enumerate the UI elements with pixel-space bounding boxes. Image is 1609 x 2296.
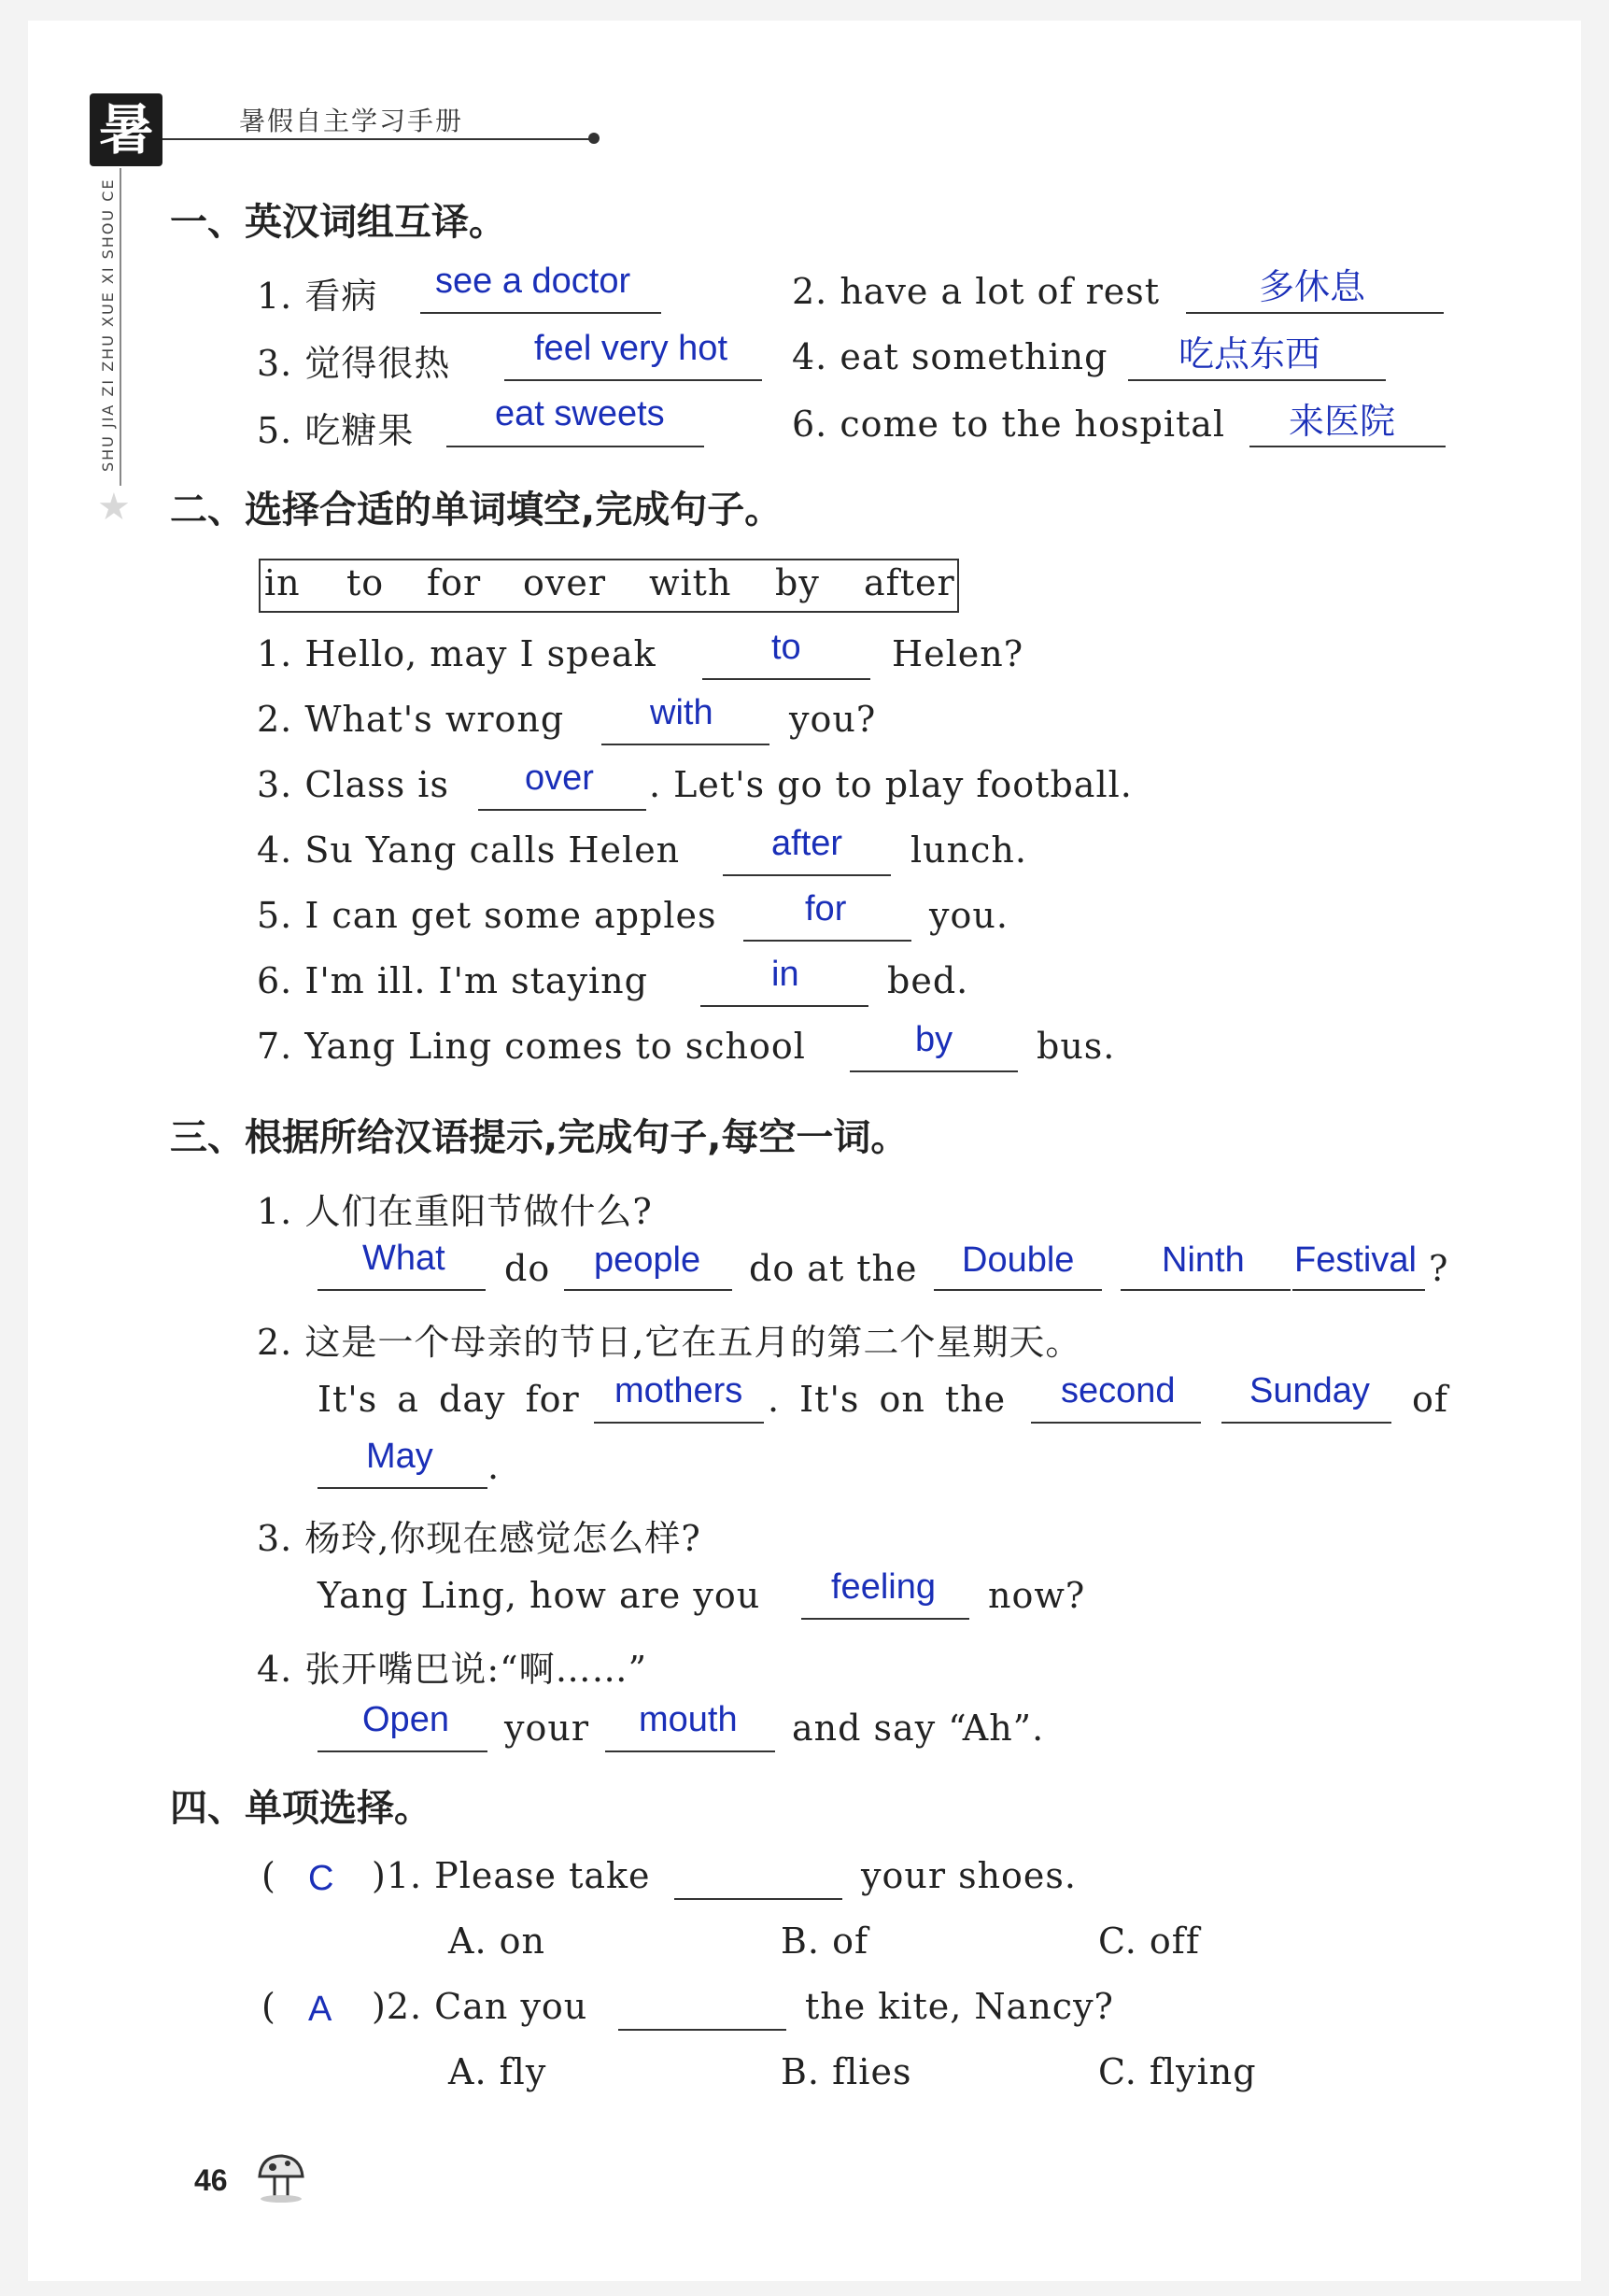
s3-q3-blank-1	[801, 1618, 969, 1620]
s1-answer-2: 多休息	[1259, 268, 1366, 307]
s1-q3: 3. 觉得很热	[257, 343, 451, 384]
s1-q6: 6. come to the hospital	[792, 404, 1226, 445]
s1-q4: 4. eat something	[792, 336, 1108, 377]
s2-blank-5	[743, 940, 911, 942]
s4-q1-option-c: C. off	[1098, 1920, 1200, 1962]
s2-answer-5: for	[805, 889, 847, 928]
s3-q1-blank-3	[934, 1289, 1102, 1291]
s2-q5-pre: 5. I can get some apples	[257, 895, 717, 936]
s2-q2-pre: 2. What's wrong	[257, 699, 565, 740]
s3-q3-answer-1: feeling	[831, 1567, 936, 1607]
s1-blank-6	[1249, 446, 1446, 447]
s2-blank-4	[723, 874, 891, 876]
header-title: 暑假自主学习手册	[239, 106, 464, 136]
s3-q1-text-2: do at the	[749, 1248, 918, 1289]
s4-q2-option-a: A. fly	[448, 2051, 547, 2092]
s3-q2-answer-4: May	[366, 1437, 433, 1476]
s4-q2-blank	[618, 2029, 786, 2031]
s2-q5-post: you.	[929, 895, 1009, 936]
s1-answer-5: eat sweets	[495, 394, 665, 433]
s2-answer-1: to	[771, 628, 801, 667]
s3-q2-answer-1: mothers	[614, 1371, 743, 1410]
s3-q2-text-3: of	[1412, 1379, 1448, 1420]
s1-answer-3: feel very hot	[534, 329, 727, 368]
s4-q2-question: )2. Can you	[372, 1986, 588, 2027]
word-bank-with: with	[649, 562, 732, 603]
mushroom-icon	[252, 2148, 308, 2204]
s1-blank-3	[504, 379, 762, 381]
s3-q1-answer-1: What	[362, 1239, 445, 1278]
s3-q3-text-1: Yang Ling, how are you	[318, 1575, 761, 1616]
s3-q2-blank-4	[318, 1487, 487, 1489]
s2-q3-pre: 3. Class is	[257, 764, 449, 805]
s2-q1-pre: 1. Hello, may I speak	[257, 633, 656, 674]
s1-q2: 2. have a lot of rest	[792, 271, 1161, 312]
s3-q2-answer-3: Sunday	[1249, 1371, 1370, 1410]
s3-q2-text-1: It's a day for	[318, 1379, 580, 1420]
s3-q4-answer-1: Open	[362, 1700, 449, 1739]
s3-q1-text-1: do	[504, 1248, 551, 1289]
s3-q2-answer-2: second	[1061, 1371, 1176, 1410]
s4-q2-lparen: (	[261, 1986, 276, 2027]
s4-q2-post: the kite, Nancy?	[805, 1986, 1114, 2027]
s2-answer-6: in	[771, 955, 799, 994]
header-badge: 暑	[90, 93, 162, 166]
section-4-title: 四、单项选择。	[170, 1787, 431, 1830]
s1-blank-2	[1186, 312, 1444, 314]
s4-q1-question: )1. Please take	[372, 1855, 651, 1896]
s3-q2-blank-2	[1031, 1422, 1201, 1424]
s3-q1-blank-4	[1121, 1289, 1291, 1291]
s1-answer-6: 来医院	[1289, 403, 1396, 442]
s1-blank-1	[420, 312, 661, 314]
side-rule	[120, 168, 121, 486]
header-dot	[588, 133, 600, 144]
s2-q7-post: bus.	[1037, 1026, 1116, 1067]
side-pinyin: SHU JIA ZI ZHU XUE XI SHOU CE	[99, 177, 117, 472]
s3-q1-cn: 1. 人们在重阳节做什么?	[257, 1191, 653, 1232]
s2-blank-3	[478, 809, 646, 811]
s1-blank-5	[446, 446, 704, 447]
star-icon: ★	[97, 486, 131, 529]
s4-q1-blank	[674, 1898, 842, 1900]
s3-q2-blank-1	[594, 1422, 764, 1424]
section-3-title: 三、根据所给汉语提示,完成句子,每空一词。	[170, 1116, 909, 1159]
s2-answer-3: over	[525, 758, 594, 798]
s3-q4-text-2: and say “Ah”.	[792, 1708, 1045, 1749]
s3-q1-answer-4: Ninth	[1162, 1240, 1245, 1280]
s3-q4-blank-2	[605, 1750, 775, 1752]
s2-blank-6	[700, 1005, 868, 1007]
s2-answer-4: after	[771, 824, 843, 863]
s3-q1-answer-2: people	[594, 1240, 701, 1280]
s2-q4-pre: 4. Su Yang calls Helen	[257, 829, 681, 871]
s2-blank-7	[850, 1070, 1018, 1072]
s2-answer-7: by	[915, 1020, 953, 1059]
s3-q3-text-2: now?	[988, 1575, 1086, 1616]
word-bank-for: for	[427, 562, 482, 603]
s2-blank-2	[601, 744, 769, 745]
header-rule	[162, 138, 592, 140]
s3-q4-answer-2: mouth	[639, 1700, 738, 1739]
s2-q1-post: Helen?	[892, 633, 1024, 674]
s2-q3-post: . Let's go to play football.	[649, 764, 1133, 805]
s2-blank-1	[702, 678, 870, 680]
s1-blank-4	[1128, 379, 1386, 381]
s3-q2-text-2: . It's on the	[768, 1379, 1007, 1420]
s3-q1-text-3: ?	[1429, 1248, 1449, 1289]
s2-q7-pre: 7. Yang Ling comes to school	[257, 1026, 806, 1067]
s2-q2-post: you?	[789, 699, 877, 740]
page-number: 46	[194, 2163, 228, 2197]
s3-q1-blank-5	[1292, 1289, 1425, 1291]
s2-q4-post: lunch.	[910, 829, 1027, 871]
s3-q2-cn: 2. 这是一个母亲的节日,它在五月的第二个星期天。	[257, 1322, 1082, 1363]
s4-q1-option-b: B. of	[781, 1920, 869, 1962]
word-bank-to: to	[346, 562, 385, 603]
word-bank-by: by	[775, 562, 820, 603]
section-2-title: 二、选择合适的单词填空,完成句子。	[170, 489, 783, 531]
s2-q6-post: bed.	[887, 960, 969, 1001]
s4-q2-option-c: C. flying	[1098, 2051, 1257, 2092]
s4-q1-post: your shoes.	[861, 1855, 1077, 1896]
s1-q1: 1. 看病	[257, 276, 378, 317]
word-bank-in: in	[264, 562, 301, 603]
word-bank-over: over	[523, 562, 606, 603]
s4-q2-answer: A	[308, 1990, 332, 2029]
s1-answer-1: see a doctor	[435, 262, 631, 301]
s3-q3-cn: 3. 杨玲,你现在感觉怎么样?	[257, 1518, 701, 1559]
s2-q6-pre: 6. I'm ill. I'm staying	[257, 960, 648, 1001]
s2-answer-2: with	[650, 693, 713, 732]
section-1-title: 一、英汉词组互译。	[170, 201, 506, 244]
s3-q2-text-4: .	[487, 1446, 501, 1487]
s3-q4-blank-1	[318, 1750, 487, 1752]
s4-q1-lparen: (	[261, 1855, 276, 1896]
word-bank-after: after	[864, 562, 955, 603]
s4-q1-option-a: A. on	[448, 1920, 545, 1962]
s1-q5: 5. 吃糖果	[257, 410, 415, 451]
s3-q1-blank-2	[564, 1289, 732, 1291]
s3-q1-answer-5: Festival	[1294, 1240, 1417, 1280]
s4-q1-answer: C	[308, 1859, 334, 1898]
s3-q1-blank-1	[318, 1289, 486, 1291]
s3-q4-cn: 4. 张开嘴巴说:“啊……”	[257, 1649, 647, 1690]
s4-q2-option-b: B. flies	[781, 2051, 912, 2092]
s3-q4-text-1: your	[504, 1708, 589, 1749]
s1-answer-4: 吃点东西	[1179, 335, 1321, 375]
s3-q1-answer-3: Double	[962, 1240, 1075, 1280]
s3-q2-blank-3	[1221, 1422, 1391, 1424]
